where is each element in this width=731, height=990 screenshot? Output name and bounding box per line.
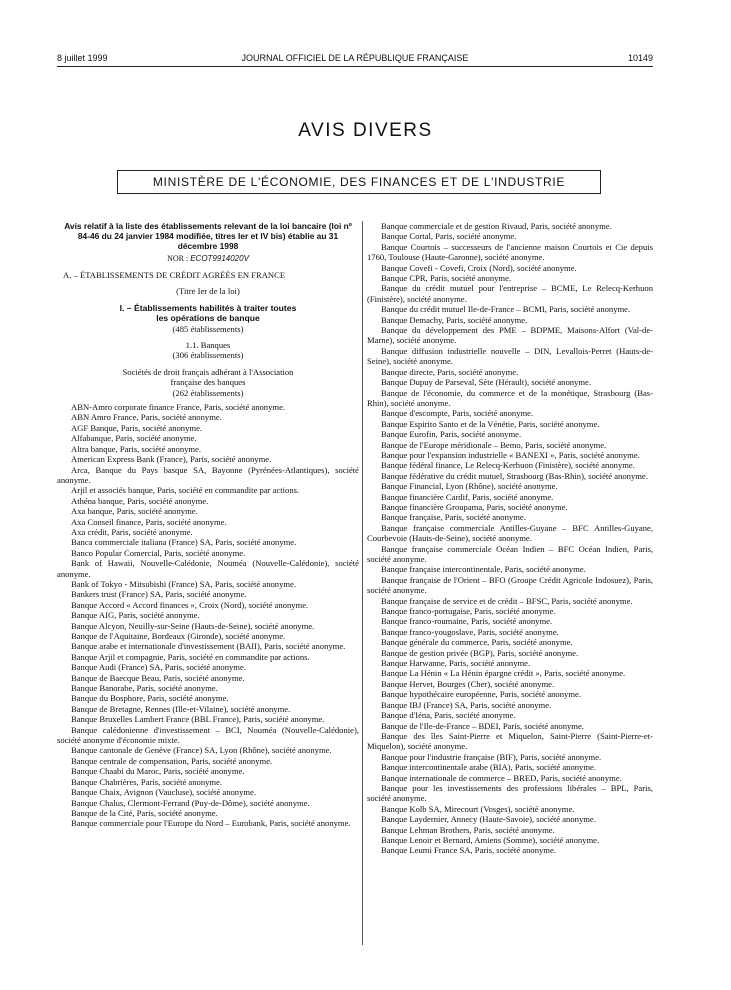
right-column [367, 221, 653, 856]
list-item: Banco Popular Comercial, Paris, société anonyme. [71, 547, 246, 558]
list-item: Banque fédéral finance, Le Relecq-Kerhuon (Finistère), société anonyme. [381, 460, 635, 471]
list-item: Banque Arjil et compagnie, Paris, société en commandite par actions. [71, 651, 310, 662]
list-item: Banque commerciale pour l'Europe du Nord – Eurobank, Paris, société anonyme. [71, 818, 351, 829]
list-item: Banque CPR, Paris, société anonyme. [381, 273, 512, 284]
list-item: Banque des îles Saint-Pierre et Miquelon, Saint-Pierre (Saint-Pierre-et-Miquelon), société anonyme. [367, 730, 653, 752]
list-item: Banque Chalus, Clermont-Ferrand (Puy-de-Dôme), société anonyme. [71, 797, 310, 808]
list-item: Banque de gestion privée (BGP), Paris, société anonyme. [381, 647, 579, 658]
section-11-count: (306 établissements) [172, 350, 244, 361]
list-item: Banque Accord « Accord finances », Croix (Nord), société anonyme. [71, 599, 309, 610]
list-item: Banque intercontinentale arabe (BIA), Paris, société anonyme. [381, 762, 597, 773]
list-item: Banque générale du commerce, Paris, société anonyme. [381, 637, 573, 648]
list-item: Banque pour les investissements des professions libérales – BPL, Paris, société anonyme. [367, 782, 653, 804]
header-date: 8 juillet 1999 [57, 53, 108, 63]
list-item: Banque arabe et internationale d'investissement (BAII), Paris, société anonyme. [71, 641, 346, 652]
list-item: Banque internationale de commerce – BRED, Paris, société anonyme. [381, 772, 622, 783]
list-item: Axa crédit, Paris, société anonyme. [71, 526, 193, 537]
list-item: Banque du Bosphore, Paris, société anonyme. [71, 693, 229, 704]
header-rule [57, 66, 653, 67]
list-item: Banque de la Cité, Paris, société anonyme. [71, 807, 218, 818]
list-item: Athéna banque, Paris, société anonyme. [71, 495, 209, 506]
right-entry-list [367, 221, 653, 856]
list-item: Banque calédonienne d'investissement – BCI, Nouméa (Nouvelle-Calédonie), société anonyme d'économie mixte. [57, 724, 359, 746]
list-item: Banque du développement des PME – BDPME, Maisons-Alfort (Val-de-Marne), société anonyme. [367, 325, 653, 346]
list-item: Banque de l'Ile-de-France – BDEI, Paris, société anonyme. [381, 720, 584, 731]
list-item: Banque financière Groupama, Paris, société anonyme. [381, 501, 568, 512]
section-a-heading: A. – ÉTABLISSEMENTS DE CRÉDIT AGRÉÉS EN FRANCE [63, 270, 286, 281]
column-divider [362, 221, 363, 945]
list-item: Banque Hervet, Bourges (Cher), société anonyme. [381, 678, 555, 689]
header-page-number: 10149 [627, 53, 653, 63]
list-item: Banque commerciale et de gestion Rivaud, Paris, société anonyme. [381, 221, 612, 231]
list-item: Banque Courtois – successeurs de l'ancienne maison Courtois et Cie depuis 1760, Toulouse (Haute-Garonne), société anonyme. [367, 241, 653, 263]
list-item: Altra banque, Paris, société anonyme. [71, 443, 202, 454]
section-1-count: (485 établissements) [172, 323, 244, 334]
list-item: Banque de l'Aquitaine, Bordeaux (Gironde), société anonyme. [71, 631, 286, 642]
list-item: Banque Chaabi du Maroc, Paris, société anonyme. [71, 766, 245, 777]
list-item: Banque Lehman Brothers, Paris, société anonyme. [381, 824, 555, 835]
list-item: Banque Dupuy de Parseval, Sète (Hérault), société anonyme. [381, 377, 592, 388]
list-item: Banque de Bretagne, Rennes (Ille-et-Vilaine), société anonyme. [71, 703, 291, 714]
list-item: Banque Leumi France SA, Paris, société anonyme. [381, 845, 556, 856]
nor-value: ECOT9914020V [190, 253, 249, 263]
list-item: Banque du crédit mutuel pour l'entreprise – BCME, Le Relecq-Kerhuon (Finistère), société anonyme. [367, 283, 653, 304]
nor-label: NOR : [167, 253, 189, 263]
list-item: Banque de Baecque Beau, Paris, société anonyme. [71, 672, 245, 683]
left-entry-list [57, 402, 359, 829]
list-item: Banque financière Cardif, Paris, société anonyme. [381, 491, 554, 502]
list-item: Arjil et associés banque, Paris, société en commandite par actions. [71, 485, 300, 496]
list-item: Banque centrale de compensation, Paris, société anonyme. [71, 755, 273, 766]
sub-title: Sociétés de droit français adhérant à l'Association française des banques [122, 366, 294, 388]
list-item: Alfabanque, Paris, société anonyme. [71, 433, 197, 444]
section-11-heading: 1.1. Banques [185, 340, 231, 351]
left-column [57, 221, 359, 829]
list-item: Banque Alcyon, Neuilly-sur-Seine (Hauts-de-Seine), société anonyme. [71, 620, 315, 631]
list-item: Bankers trust (France) SA, Paris, société anonyme. [71, 589, 247, 600]
list-item: Banque française, Paris, société anonyme. [381, 512, 526, 523]
list-item: ABN Amro France, Paris, société anonyme. [71, 412, 222, 423]
titre-line: (Titre Ier de la loi) [176, 286, 240, 297]
header-journal-title: JOURNAL OFFICIEL DE LA RÉPUBLIQUE FRANÇAISE [241, 53, 469, 63]
sub-count: (262 établissements) [172, 387, 244, 398]
list-item: Banque La Hénin « La Hénin épargne crédit », Paris, société anonyme. [381, 668, 626, 679]
list-item: Banque Financial, Lyon (Rhône), société anonyme. [381, 481, 558, 492]
list-item: Banque française de l'Orient – BFO (Groupe Crédit Agricole Indosuez), Paris, société anonyme. [367, 574, 653, 596]
list-item: Banque Bruxelles Lambert France (BBL France), Paris, société anonyme. [71, 714, 325, 725]
list-item: Banque Cortal, Paris, société anonyme. [381, 231, 517, 242]
list-item: Banque Harwanne, Paris, société anonyme. [381, 658, 531, 669]
section-1-heading: I. – Établissements habilités à traiter toutes les opérations de banque [119, 302, 297, 324]
list-item: Banque Demachy, Paris, société anonyme. [381, 314, 528, 325]
list-item: Banque diffusion industrielle nouvelle – DIN, Levallois-Perret (Hauts-de-Seine), société anonyme. [367, 345, 653, 367]
list-item: Banque Audi (France) SA, Paris, société anonyme. [71, 662, 246, 673]
page-header [57, 53, 653, 67]
list-item: Axa Conseil finance, Paris, société anonyme. [71, 516, 227, 527]
list-item: Axa banque, Paris, société anonyme. [71, 506, 198, 517]
list-item: Banque fédérative du crédit mutuel, Strasbourg (Bas-Rhin), société anonyme. [381, 470, 648, 481]
nor-line [57, 254, 359, 264]
list-item: Banque cantonale de Genève (France) SA, Lyon (Rhône), société anonyme. [71, 745, 332, 756]
list-item: Banque Chaix, Avignon (Vaucluse), société anonyme. [71, 787, 257, 798]
list-item: Banque d'Iéna, Paris, société anonyme. [381, 710, 516, 721]
list-item: Banque Covefi - Covefi, Croix (Nord), société anonyme. [381, 262, 577, 273]
list-item: Banque française commerciale Antilles-Guyane – BFC Antilles-Guyane, Courbevoie (Hauts-de-Seine), société anonyme. [367, 522, 653, 544]
list-item: Arca, Banque du Pays basque SA, Bayonne (Pyrénées-Atlantiques), société anonyme. [57, 464, 359, 485]
list-item: Banque franco-roumaine, Paris, société anonyme. [381, 616, 553, 627]
list-item: Banca commerciale italiana (France) SA, Paris, société anonyme. [71, 537, 297, 548]
list-item: Banque française commerciale Océan Indien – BFC Océan Indien, Paris, société anonyme. [367, 543, 653, 564]
list-item: Banque pour l'industrie française (BIF), Paris, société anonyme. [381, 751, 602, 762]
list-item: Banque franco-yougoslave, Paris, société anonyme. [381, 626, 559, 637]
list-item: American Express Bank (France), Paris, société anonyme. [71, 454, 272, 465]
list-item: Banque de l'économie, du commerce et de la monétique, Strasbourg (Bas-Rhin), société anonyme. [367, 387, 653, 408]
list-item: Banque du crédit mutuel Ile-de-France – BCMI, Paris, société anonyme. [381, 304, 631, 315]
list-item: Banque pour l'expansion industrielle « BANEXI », Paris, société anonyme. [381, 449, 640, 460]
list-item: Bank of Hawaii, Nouvelle-Calédonie, Nouméa (Nouvelle-Calédonie), société anonyme. [57, 558, 359, 579]
list-item: Banque d'escompte, Paris, société anonyme. [381, 408, 534, 419]
list-item: Banque française intercontinentale, Paris, société anonyme. [381, 564, 586, 575]
list-item: AGF Banque, Paris, société anonyme. [71, 422, 203, 433]
list-item: Bank of Tokyo - Mitsubishi (France) SA, Paris, société anonyme. [71, 578, 297, 589]
list-item: Banque franco-portugaise, Paris, société anonyme. [381, 606, 556, 617]
list-item: Banque directe, Paris, société anonyme. [381, 366, 519, 377]
list-item: Banque française de service et de crédit – BFSC, Paris, société anonyme. [381, 595, 633, 606]
notice-title: Avis relatif à la liste des établissements relevant de la loi bancaire (loi nº 84-46 du 24 janvier 1984 modifiée, titres Ier et IV bis) établie au 31 décembre 1998 [64, 221, 352, 252]
list-item: Banque Kolb SA, Mirecourt (Vosges), société anonyme. [381, 803, 575, 814]
list-item: Banque hypothécaire européenne, Paris, société anonyme. [381, 689, 581, 700]
list-item: Banque IBJ (France) SA, Paris, société anonyme. [381, 699, 552, 710]
list-item: Banque Laydernier, Annecy (Haute-Savoie), société anonyme. [381, 814, 596, 825]
list-item: Banque AIG, Paris, société anonyme. [71, 610, 200, 621]
list-item: Banque Lenoir et Bernard, Amiens (Somme), société anonyme. [381, 834, 600, 845]
list-item: ABN-Amro corporate finance France, Paris, société anonyme. [71, 402, 286, 413]
list-item: Banque Chabrières, Paris, société anonyme. [71, 776, 223, 787]
list-item: Banque de l'Europe méridionale – Bemo, Paris, société anonyme. [381, 439, 607, 450]
list-item: Banque Eurofin, Paris, société anonyme. [381, 429, 522, 440]
ministry-name: MINISTÈRE DE L'ÉCONOMIE, DES FINANCES ET DE L'INDUSTRIE [152, 175, 566, 189]
list-item: Banque Espirito Santo et de la Vénétie, Paris, société anonyme. [381, 418, 600, 429]
section-title: AVIS DIVERS [298, 120, 433, 141]
ministry-box [117, 170, 601, 194]
list-item: Banque Banorabe, Paris, société anonyme. [71, 683, 218, 694]
